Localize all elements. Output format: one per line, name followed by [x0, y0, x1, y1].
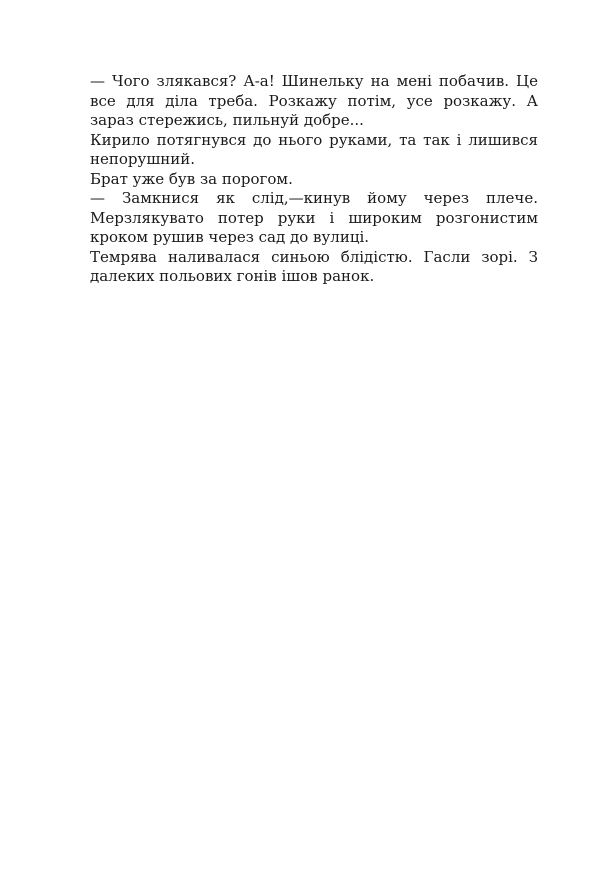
- paragraph: Брат уже був за порогом.: [90, 169, 293, 188]
- paragraph: Темрява наливалася синьою блідістю. Гасли зорі. З далеких польових гонів ішов ранок.: [90, 247, 538, 285]
- paragraph: — Замкнися як слід,—кинув йому через плече. Мерзлякувато потер руки і широким розгонистим кроком рушив через сад до вулиці.: [90, 189, 538, 246]
- text-block: [90, 72, 538, 287]
- paragraph: Кирило потягнувся до нього руками, та так і лишився непорушний.: [90, 130, 538, 168]
- paragraph: — Чого злякався? А-а! Шинельку на мені побачив. Це все для діла треба. Розкажу потім, усе розкажу. А зараз стережись, пильнуй добре...: [90, 72, 538, 129]
